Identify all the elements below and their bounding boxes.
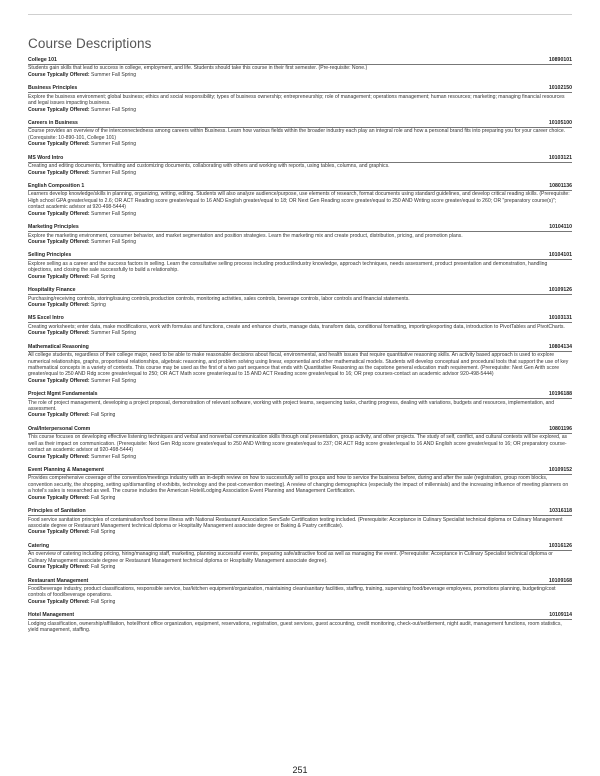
course-entry [28,315,572,336]
course-code: 10102150 [548,85,572,92]
course-description: All college students, regardless of their college major, need to be able to make reasonable decisions about fiscal, environmental, and health issues that require quantitative reasoning skills. An activity based approach is used to explore numerical relationships, graphs, proportional relationships, algebraic reasoning, and problem solving using linear, exponential and other mathematical models. Students will develop conceptual and procedural tools that support the use of key mathematical concepts in a variety of contexts. This course may be used as the first of a two part sequence that ends with Quantitative Reasoning as the capstone general education math requirement. (Prerequisite: Next Gen Arith score greater/equal to 250 AND Rdg score greater/equal to 250; OR ACT Math score greater/equal to 15 AND ACT Reading score greater/equal to 16; OR prep courses-contact an academic advisor 920-498-5444) [28,352,569,378]
offered-label: Course Typically Offered: [28,238,90,245]
course-name: Project Mgmt Fundamentals [28,391,98,398]
offered-terms: Fall Spring [91,529,116,536]
course-header [28,508,572,516]
course-name: Hotel Management [28,612,75,619]
course-offered [28,170,572,176]
offered-terms: Summer Fall Spring [91,106,137,113]
offered-label: Course Typically Offered: [28,141,90,148]
offered-label: Course Typically Offered: [28,330,90,337]
offered-terms: Summer Fall Spring [91,71,137,78]
course-header [28,344,572,352]
course-offered [28,141,572,147]
course-name: MS Excel Intro [28,315,64,322]
course-description: Lodging classification, ownership/affiliation, hotel/front office organization, equipment, reservations, registration, guest services, guest accounting, credit monitoring, check-out/settlement, night audit, management functions, room statistics, yield management, staffing. [28,620,562,634]
course-header [28,120,572,128]
course-offered [28,599,572,605]
course-header [28,426,572,434]
course-code: 10105100 [548,120,572,126]
course-description: Explore selling as a career and the success factors in selling. Learn the consultative selling process including product/industry knowledge, approach techniques, needs assessment, product presentation and demonstration, handling objections, and closing the sale successfully to build a relationship. [28,260,548,274]
course-code: 10801196 [549,425,572,432]
course-offered [28,495,572,501]
offered-label: Course Typically Offered: [28,377,90,384]
course-header [28,252,572,260]
course-name: Event Planning & Management [28,467,104,474]
offered-label: Course Typically Offered: [28,273,90,280]
course-code: 10196188 [548,391,572,398]
course-entry [28,120,572,148]
course-code: 10316126 [548,542,572,549]
course-entry [28,578,572,606]
offered-label: Course Typically Offered: [28,494,90,501]
offered-label: Course Typically Offered: [28,210,90,217]
course-offered [28,330,572,336]
course-header [28,183,572,191]
course-offered [28,564,572,570]
offered-terms: Fall Spring [91,412,116,419]
course-header [28,467,572,475]
course-code: 10104110 [549,224,572,231]
offered-terms: Summer Fall Spring [91,377,137,384]
course-description: Food/beverage industry, product classifications, responsible service, bar/kitchen equipment/organization, maintaining clean/sanitary facilities, staffing, training, supervising food/beverage employees, promotions planning, budgeting/cost controls of food/beverage operations. [28,585,556,599]
course-description: The role of project management, developing a project proposal, demonstration of relevant software, working with project teams, sequencing tasks, charting progress, dealing with variations, budgets and resources, implementation, and assessment. [28,399,555,413]
course-description: This course focuses on developing effective listening techniques and verbal and nonverbal communication skills through oral presentation, group activity, and other projects. The study of self, conflict, and cultural contexts will be explored, as well as their impact on communication. (Prerequisite: Next Gen Rdg score greater/equal to 250 AND Writing score greater/equal to 237; OR ACT Rdg score greater/equal to 16 AND English score greater/equal to 16; OR preparatory course-contact an academic advisor at 920-498-5444) [28,434,568,454]
offered-label: Course Typically Offered: [28,169,90,176]
offered-terms: Fall Spring [91,598,116,605]
offered-label: Course Typically Offered: [28,453,90,460]
course-name: MS Word Intro [28,154,64,161]
offered-terms: Summer Fall Spring [91,169,137,176]
course-code: 10103121 [548,154,572,161]
course-entry [28,85,572,113]
offered-terms: Fall Spring [91,494,116,501]
course-description: Explore the business environment; global business; ethics and social responsibility; types of business ownership; entrepreneurship; role of management; operations management; human resources; marketing; managing financial resources and legal issues impacting business. [28,93,565,107]
course-description: Creating worksheets; enter data, make modifications, work with formulas and functions, create and enhance charts, manage data, transform data, conditional formatting, importing/exporting data, introduction to PivotTables and PivotCharts. [28,323,565,330]
course-name: Catering [28,542,50,549]
course-description: Explore the marketing environment, consumer behavior, and market segmentation and position strategies. Learn the marketing mix and create product, distribution, pricing, and promotion plans. [28,232,463,239]
offered-label: Course Typically Offered: [28,71,90,78]
top-rule [28,14,572,15]
course-description: Food service sanitation principles of contamination/food borne illness with National Restaurant Association ServSafe Certification testing included. (Prerequisite: Acceptance in Culinary Specialist technical diploma or Culinary Management associate degree or Restaurant Management technical diploma or Hospitality Management associate degree or Baking & Pastry certificate). [28,516,563,529]
course-list [28,57,572,641]
page-number: 251 [292,765,308,775]
offered-terms: Fall Spring [91,564,116,571]
offered-terms: Spring [91,301,106,308]
course-entry [28,426,572,460]
course-header [28,155,572,163]
course-entry [28,467,572,501]
course-header [28,315,572,323]
course-name: Marketing Principles [28,224,79,231]
course-header [28,85,572,93]
course-entry [28,252,572,280]
course-offered [28,529,572,535]
course-entry [28,543,572,571]
offered-label: Course Typically Offered: [28,529,90,536]
course-code: 10109126 [548,287,572,294]
course-header [28,57,572,65]
course-entry [28,57,572,78]
course-header [28,612,572,620]
course-offered [28,239,572,245]
course-header [28,224,572,232]
course-description: Provides comprehensive coverage of the convention/meetings industry with an in-depth review on how to successfully sell to groups and how to service the business before, during and after the sale (registration, group room blocks, convention security, the shopping, setting up/dismantling of exhibits, technology and the post-convention meeting). A review of changing demographics (especially the impact of millennials) and the increasing influence of meeting planners on a hotel's sales is researched as well. The course includes the American Hotel/Lodging Association Event Planning and Management Certification. [28,475,569,495]
offered-label: Course Typically Offered: [28,412,90,419]
course-description: Students gain skills that lead to success in college, employment, and life. Students should take this course in their first semester. (Pre-requisite: None.) [28,65,368,72]
course-offered [28,302,572,308]
course-name: Principles of Sanitation [28,508,86,515]
course-offered [28,412,572,418]
course-code: 10316118 [549,508,572,515]
course-code: 10104101 [548,252,572,259]
course-name: Mathematical Reasoning [28,343,89,350]
course-code: 10109168 [548,577,572,584]
course-entry [28,155,572,176]
course-offered [28,211,572,217]
offered-label: Course Typically Offered: [28,301,90,308]
course-entry [28,224,572,245]
offered-terms: Summer Fall Spring [91,141,137,148]
course-code: 10890101 [548,57,572,63]
course-entry [28,508,572,536]
offered-terms: Summer Fall Spring [91,210,137,217]
course-entry [28,391,572,419]
course-code: 10109152 [548,467,572,474]
course-header [28,287,572,295]
course-name: English Composition 1 [28,183,85,189]
course-header [28,391,572,399]
course-entry [28,287,572,308]
course-entry [28,344,572,384]
course-description: Course provides an overview of the interconnectedness among careers within Business. Learn how various fields within the broader industry each play an integral role and how a personal brand fits into preparing you for your career choice. (Corequisite: 10-890-101, College 101) [28,128,566,141]
course-entry [28,612,572,633]
offered-label: Course Typically Offered: [28,564,90,571]
course-entry [28,183,572,217]
offered-terms: Summer Fall Spring [91,330,137,337]
course-description: Creating and editing documents, formatting and customizing documents, collaborating with others and working with reports, using tables, columns, and graphics. [28,163,390,170]
course-name: Hospitality Finance [28,287,76,294]
offered-label: Course Typically Offered: [28,106,90,113]
course-code: 10804134 [548,343,572,350]
course-offered [28,378,572,384]
course-name: College 101 [28,57,57,63]
course-offered [28,72,572,78]
course-description: Purchasing/receiving controls, storing/issuing controls,production controls, monitoring activities, sales controls, beverage controls, labor controls and financial statements. [28,295,410,302]
course-name: Oral/Interpersonal Comm [28,425,91,432]
course-offered [28,107,572,113]
offered-terms: Summer Fall Spring [91,238,137,245]
course-header [28,578,572,586]
course-code: 10109114 [549,612,572,619]
course-description: Learners develop knowledge/skills in planning, organizing, writing, editing. Students will also analyze audience/purpose, use elements of research, format documents using standard guidelines, and develop critical reading skills. (Prerequisite: High school GPA greater/equal to 2.6; OR ACT Reading score greater/equal to 16 AND English greater/equal to 18; OR Next Gen Reading score greater/equal to 250 AND Writing score greater/equal to 260; OR "preparatory course(s)"; contact academic advisor at 920-498-5444) [28,191,570,211]
course-offered [28,454,572,460]
course-name: Restaurant Management [28,577,89,584]
course-header [28,543,572,551]
course-name: Careers in Business [28,120,78,126]
offered-label: Course Typically Offered: [28,598,90,605]
course-code: 10103131 [548,315,572,322]
course-description: An overview of catering including pricing, hiring/managing staff, marketing, planning successful events, preparing safe/attractive food as well as managing the event. (Prerequisite: Acceptance in Culinary Specialist technical diploma or Culinary Management associate degree or Restaurant Management technical diploma or Hospitality Management associate degree). [28,551,553,564]
offered-terms: Summer Fall Spring [91,453,137,460]
page-title: Course Descriptions [28,36,152,51]
course-name: Business Principles [28,85,78,92]
course-code: 10801136 [549,183,572,189]
course-offered [28,274,572,280]
offered-terms: Fall Spring [91,273,116,280]
course-name: Selling Principles [28,252,72,259]
